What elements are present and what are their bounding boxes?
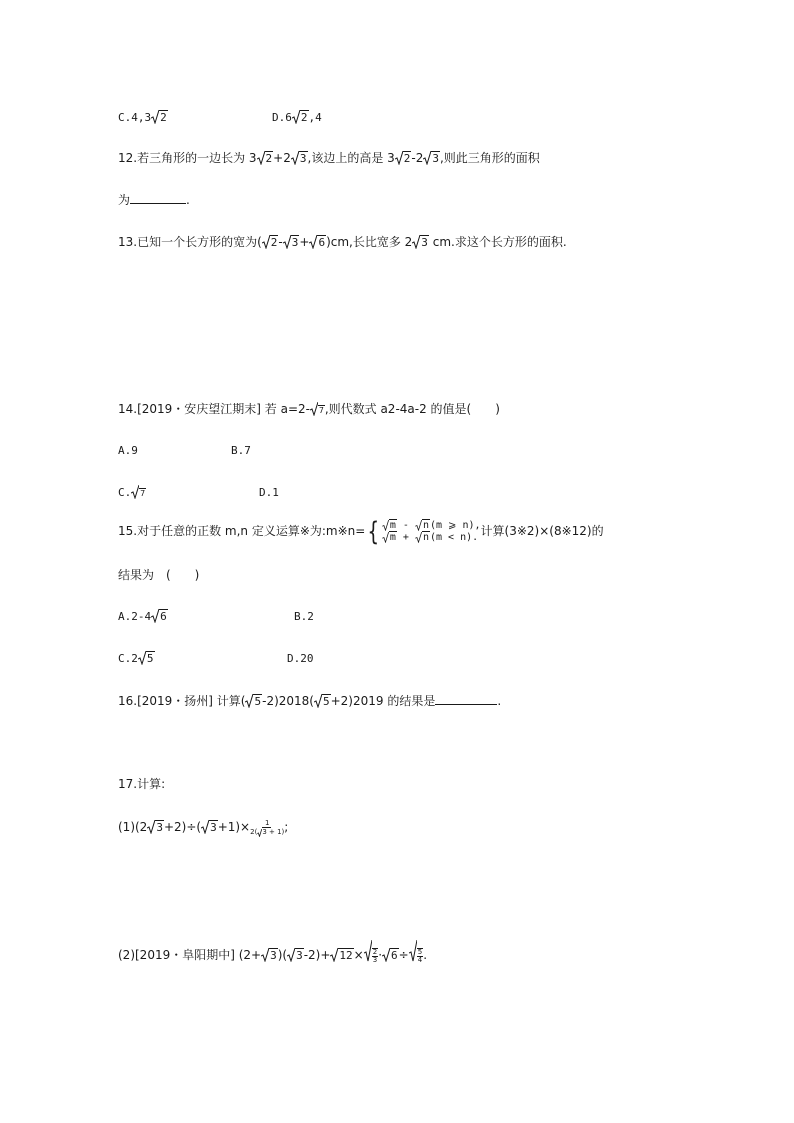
sqrt-icon <box>415 532 422 544</box>
answer-blank[interactable] <box>435 703 497 705</box>
q15-radicand: n <box>422 519 429 531</box>
q12-text: ,则此三角形的面积 <box>439 151 540 165</box>
q17-radicand: 6 <box>391 949 398 962</box>
sqrt-icon <box>364 940 372 968</box>
q12-radicand: 2 <box>265 152 273 165</box>
q15-option-d: D.20 <box>287 652 314 665</box>
q14-line <box>118 401 500 419</box>
q17-radicand: 3 <box>262 827 267 836</box>
sqrt-icon <box>415 520 422 532</box>
q11-option-c-radicand: 2 <box>160 111 167 124</box>
q17-radicand: 3 <box>296 949 303 962</box>
sqrt-icon <box>138 651 146 667</box>
sqrt-icon <box>382 532 389 544</box>
q15-option-c-radicand: 5 <box>146 652 154 665</box>
q12-text: -2 <box>411 151 424 165</box>
sqrt-icon <box>151 110 159 126</box>
q15-option-c <box>118 651 155 667</box>
q17-part1 <box>118 815 288 840</box>
q12-radicand: 3 <box>432 152 439 165</box>
sqrt-icon <box>395 150 403 166</box>
q14-option-c-text: C. <box>118 486 132 499</box>
q17-text: + 1) <box>266 827 285 836</box>
q15-radicand: m <box>389 519 396 531</box>
q14-option-c-radicand: 7 <box>140 489 146 498</box>
q15-line2: 结果为 ( ) <box>118 568 200 582</box>
q14-radicand: 7 <box>319 406 324 415</box>
sqrt-icon <box>314 693 322 709</box>
q15-cases <box>382 520 481 544</box>
q13-text: )cm,长比宽多 2 <box>326 235 413 249</box>
q15-option-a-radicand: 6 <box>160 610 167 623</box>
fraction-denominator: 3 <box>372 955 378 964</box>
q12-radicand: 2 <box>403 152 411 165</box>
sqrt-icon <box>287 942 295 968</box>
fraction-numerator: 5 <box>417 947 423 956</box>
q13-line <box>118 234 567 251</box>
fraction-numerator: 1 <box>264 818 270 827</box>
q17-text: . <box>423 948 428 962</box>
q17-text: 2( <box>250 827 258 836</box>
q15-text: (m < n). <box>430 531 479 543</box>
q13-text: cm.求这个长方形的面积. <box>428 235 567 249</box>
q17-text: ÷ <box>398 948 409 962</box>
q15-option-b: B.2 <box>294 610 314 623</box>
q11-option-c-text: C.4,3 <box>118 111 152 124</box>
sqrt-icon <box>151 609 159 625</box>
q14-option-a: A.9 <box>118 444 138 457</box>
q13-radicand: 3 <box>291 236 299 249</box>
q16-text: +2)2019 的结果是 <box>330 694 436 708</box>
q17-title: 17.计算: <box>118 777 166 791</box>
q14-option-b: B.7 <box>231 444 251 457</box>
sqrt-icon <box>382 520 389 532</box>
sqrt-icon <box>291 150 299 166</box>
fraction-denominator <box>250 828 284 837</box>
q14-option-d: D.1 <box>259 486 279 499</box>
q16-text: 16.[2019・扬州] 计算( <box>118 694 246 708</box>
fraction-denominator: 4 <box>417 955 423 964</box>
q12-text: 为 <box>118 193 131 207</box>
fraction-numerator: 2 <box>372 947 378 956</box>
q12-radicand: 3 <box>299 152 307 165</box>
q17-text: +2)÷( <box>163 820 202 834</box>
sqrt-icon <box>262 234 270 250</box>
q15-text: - <box>396 519 415 531</box>
q11-option-c <box>118 110 168 126</box>
q15-radicand: n <box>422 531 429 543</box>
q12-text: +2 <box>273 151 291 165</box>
q16-line <box>118 693 501 710</box>
q17-radicand: 3 <box>270 949 277 962</box>
q15-option-c-text: C.2 <box>118 652 138 665</box>
q13-radicand: 3 <box>421 236 428 249</box>
q12-line1 <box>118 150 540 167</box>
q17-radicand: 3 <box>210 821 217 834</box>
q12-text: ,该边上的高是 3 <box>307 151 395 165</box>
q11-option-d-suffix: ,4 <box>308 111 322 124</box>
q14-text: 14.[2019・安庆望江期末] 若 a=2- <box>118 402 310 416</box>
sqrt-icon <box>409 940 417 968</box>
q13-radicand: 2 <box>270 236 278 249</box>
q15-radicand: m <box>389 531 396 543</box>
q12-text: . <box>186 193 190 207</box>
q14-option-c <box>118 485 146 502</box>
q17-text: -2)+ <box>303 948 331 962</box>
q17-text: ; <box>284 820 289 834</box>
q15-case1 <box>382 520 481 532</box>
q11-option-d-radicand: 2 <box>300 111 308 124</box>
q17-text: +1)× <box>217 820 251 834</box>
sqrt-icon <box>292 110 300 126</box>
q15-text: + <box>396 531 415 543</box>
q12-text: 12.若三角形的一边长为 3 <box>118 151 257 165</box>
q15-case2 <box>382 532 481 544</box>
q13-text: + <box>299 235 310 249</box>
q17-fraction <box>250 819 284 837</box>
q17-text: (1)(2 <box>118 820 148 834</box>
q16-text: . <box>497 694 502 708</box>
q17-radicand: 12 <box>339 949 353 962</box>
q17-text: · <box>378 948 383 962</box>
answer-blank[interactable] <box>130 202 186 204</box>
q15-line1 <box>118 516 604 546</box>
q13-radicand: 6 <box>318 236 326 249</box>
q16-radicand: 5 <box>322 695 330 708</box>
sqrt-icon <box>201 815 209 839</box>
sqrt-icon <box>283 234 291 250</box>
q14-text: ,则代数式 a2-4a-2 的值是( ) <box>324 402 500 416</box>
q13-text: - <box>278 235 283 249</box>
q15-text: 15.对于任意的正数 m,n 定义运算※为:m※n= <box>118 524 366 538</box>
q11-option-d <box>272 110 322 126</box>
q15-option-a-text: A.2-4 <box>118 610 152 623</box>
q16-radicand: 5 <box>254 695 262 708</box>
sqrt-icon <box>261 942 269 968</box>
sqrt-icon <box>310 401 318 417</box>
sqrt-icon <box>257 150 265 166</box>
q17-text: (2)[2019・阜阳期中] (2+ <box>118 948 262 962</box>
q17-radicand: 3 <box>156 821 163 834</box>
q17-text: × <box>353 948 364 962</box>
q15-text: 计算(3※2)×(8※12)的 <box>480 524 604 538</box>
brace-icon: { <box>367 516 380 547</box>
q13-text: 13.已知一个长方形的宽为( <box>118 235 262 249</box>
sqrt-icon <box>382 942 390 968</box>
q11-option-d-text: D.6 <box>272 111 292 124</box>
q12-line2 <box>118 192 190 208</box>
q17-part2 <box>118 940 427 969</box>
q17-text: )( <box>277 948 288 962</box>
q15-text: (m ⩾ n), <box>430 519 481 531</box>
q16-text: -2)2018( <box>262 694 314 708</box>
q15-option-a <box>118 609 168 625</box>
